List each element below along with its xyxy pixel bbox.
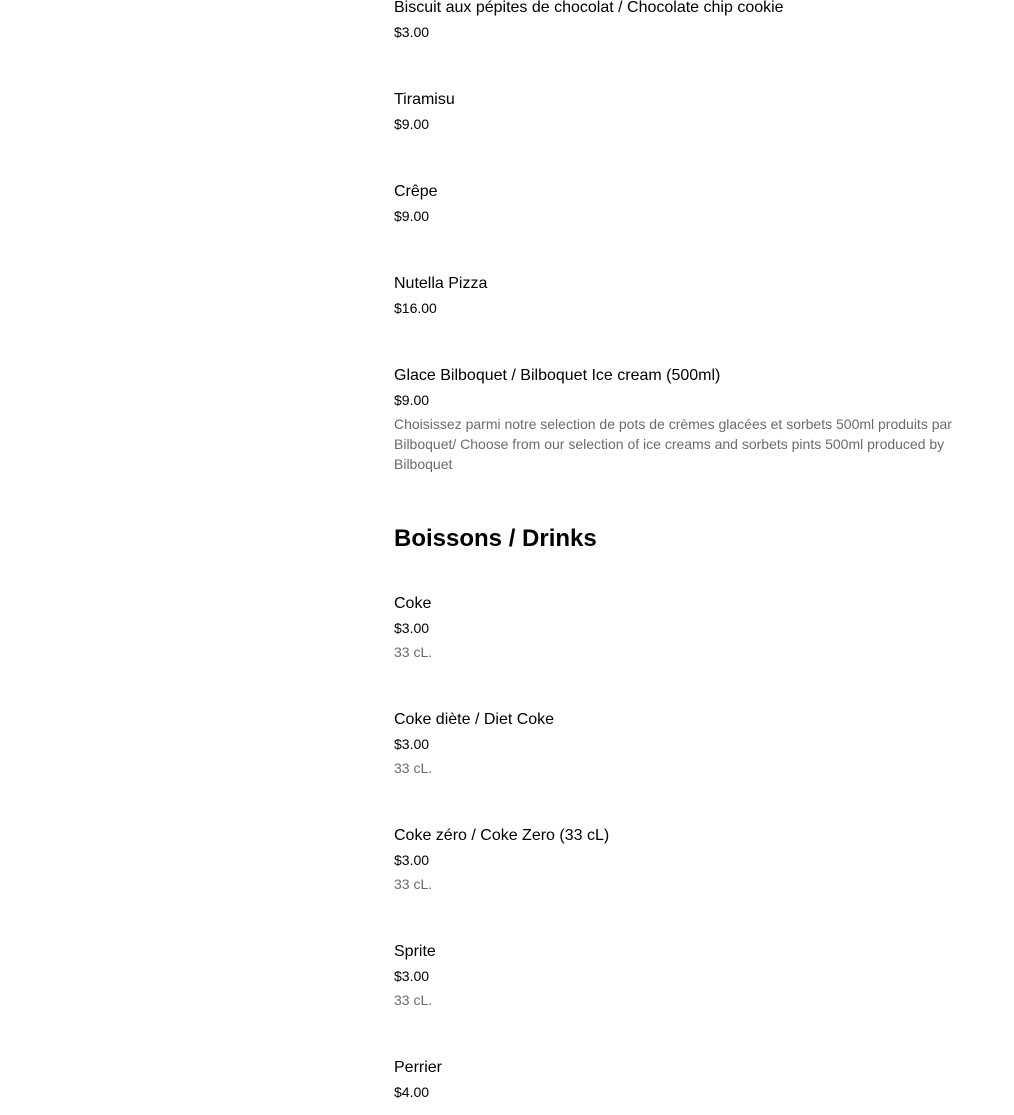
- item-name: Sprite: [394, 943, 436, 960]
- menu-item-nutella-pizza[interactable]: [394, 274, 994, 317]
- item-price: $3.00: [394, 852, 430, 868]
- item-description: 33 cL.: [394, 876, 433, 892]
- item-name: Coke: [394, 595, 432, 612]
- menu-item-sprite[interactable]: [394, 942, 994, 1010]
- section-heading-drinks: Boissons / Drinks: [394, 525, 597, 552]
- item-description: Choisissez parmi notre selection de pots de crèmes glacées et sorbets 500ml produits par Bilboquet/ Choose from our selection of ice creams and sorbets pints 500ml produced by Bilboquet: [394, 416, 952, 472]
- item-name: Biscuit aux pépites de chocolat / Chocolate chip cookie: [394, 0, 784, 16]
- item-price: $9.00: [394, 392, 430, 408]
- item-name: Glace Bilboquet / Bilboquet Ice cream (500ml): [394, 367, 721, 384]
- item-description: 33 cL.: [394, 760, 433, 776]
- menu-item-crepe[interactable]: [394, 182, 994, 225]
- item-name: Tiramisu: [394, 91, 455, 108]
- item-name: Perrier: [394, 1059, 443, 1076]
- menu-item-chocolate-chip-cookie[interactable]: [394, 0, 994, 41]
- item-price: $3.00: [394, 620, 430, 636]
- item-price: $4.00: [394, 1084, 430, 1100]
- item-price: $9.00: [394, 208, 430, 224]
- item-price: $9.00: [394, 116, 430, 132]
- item-price: $3.00: [394, 24, 430, 40]
- item-price: $3.00: [394, 968, 430, 984]
- menu-item-bilboquet-ice-cream[interactable]: [394, 366, 994, 474]
- menu-item-coke-zero[interactable]: [394, 826, 994, 894]
- menu-item-diet-coke[interactable]: [394, 710, 994, 778]
- item-description: 33 cL.: [394, 992, 433, 1008]
- item-description: 33 cL.: [394, 644, 433, 660]
- item-price: $3.00: [394, 736, 430, 752]
- item-name: Nutella Pizza: [394, 275, 488, 292]
- item-name: Coke zéro / Coke Zero (33 cL): [394, 827, 610, 844]
- item-name: Crêpe: [394, 183, 438, 200]
- menu-item-tiramisu[interactable]: [394, 90, 994, 133]
- menu-item-perrier[interactable]: [394, 1058, 994, 1101]
- menu-item-coke[interactable]: [394, 594, 994, 662]
- item-name: Coke diète / Diet Coke: [394, 711, 555, 728]
- item-price: $16.00: [394, 300, 437, 316]
